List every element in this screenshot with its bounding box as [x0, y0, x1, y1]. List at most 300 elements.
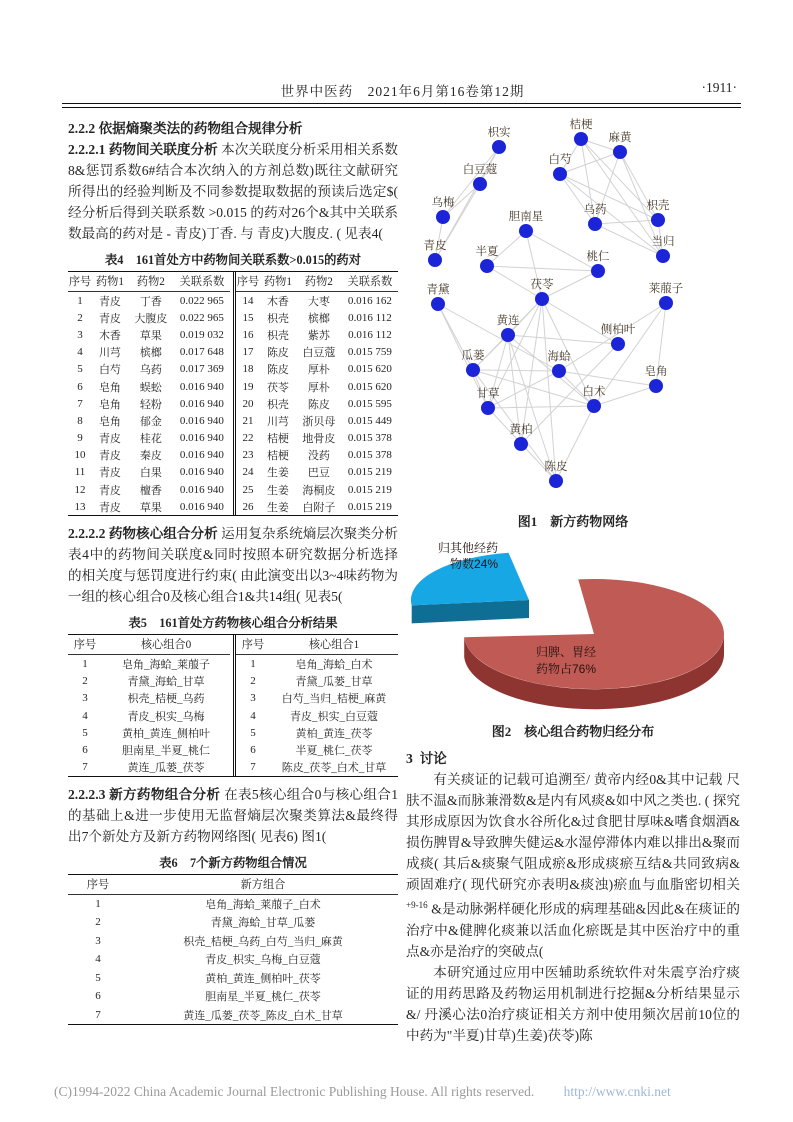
section-body: 本次关联度分析采用相关系数8&惩罚系数6#结合本次纳入的方剂总数)既往文献研究所得出的经验判断及不同参数提取数据的预读后选定$( 经分析后得到关联系数 >0.015 的药对26个&其中关联系数最高的药对是 - 青皮)丁香. 与 青皮)大腹皮. ( 见表4(	[68, 142, 399, 241]
page-footer	[54, 1084, 671, 1100]
network-node-label: 当归	[651, 236, 675, 248]
table-cell: 桔梗	[266, 450, 289, 463]
pie-slice-label: 药物占76%	[536, 662, 597, 676]
table-cell: 26	[242, 500, 254, 513]
table-row	[68, 498, 230, 515]
network-node-label: 瓜蒌	[461, 350, 485, 362]
table-cell: 黄连_瓜蒌_茯苓	[127, 762, 205, 775]
journal-title-line: 世界中医药 2021年6月第16卷第12期	[280, 84, 525, 99]
table-cell: 皂角	[98, 415, 121, 428]
table-row	[68, 309, 230, 326]
col-header: 药物1	[92, 272, 128, 292]
table-row	[68, 894, 398, 913]
col-header: 关联系数	[174, 272, 230, 292]
col-header: 序号	[236, 635, 270, 655]
left-column	[68, 118, 398, 1025]
network-node	[436, 210, 450, 224]
network-node-label: 白芍	[548, 154, 572, 166]
table-row	[236, 430, 398, 447]
table-row	[236, 378, 398, 395]
table-cell: 生姜	[266, 467, 289, 480]
table-row	[236, 724, 398, 741]
table-cell: 4	[82, 709, 88, 722]
table-cell: 川芎	[266, 415, 289, 428]
col-header: 序号	[68, 875, 128, 895]
table-row	[68, 344, 230, 361]
network-node-label: 皂角	[644, 366, 668, 378]
table5-middle-divider	[233, 635, 236, 775]
table-row	[68, 430, 230, 447]
table-cell: 青皮_枳实_乌梅_白豆蔻	[205, 954, 321, 966]
table-header-row	[236, 635, 398, 655]
table-cell: 0.015 219	[347, 466, 392, 479]
network-node	[492, 140, 506, 154]
table-cell: 枳壳	[266, 312, 289, 325]
network-node	[651, 213, 665, 227]
table-row	[68, 447, 230, 464]
network-node	[574, 132, 588, 146]
table-cell: 4	[95, 953, 101, 965]
table-cell: 15	[242, 311, 254, 324]
table-row	[236, 292, 398, 310]
table-cell: 生姜	[266, 484, 289, 497]
section-body: 运用复杂系统熵层次聚类分析表4中的药物间关联度&同时按照本研究数据分析选择的相关度与惩罚度进行约束( 由此演变出以3~4味药物为一组的核心组合0及核心组合1&共14组( 见表5(	[68, 526, 399, 605]
table-cell: 3	[95, 934, 101, 947]
table-row	[236, 361, 398, 378]
table-row	[236, 344, 398, 361]
table-cell: 郁金	[139, 415, 162, 428]
table-cell: 青黛_海蛤_甘草_瓜蒌	[210, 917, 316, 929]
table-cell: 3	[77, 328, 83, 341]
section-number: 2.2.2.1	[68, 142, 106, 157]
table-cell: 7	[82, 761, 88, 774]
table-cell: 11	[74, 466, 86, 479]
table-cell: 3	[250, 692, 256, 705]
table4	[68, 271, 398, 516]
network-node	[519, 224, 533, 238]
table-header-row	[236, 272, 398, 292]
section-number: 2.2.2.3	[68, 786, 106, 802]
table-cell: 皂角_海蛤_莱菔子_白术	[205, 898, 321, 911]
table-cell: 18	[242, 363, 254, 376]
table-row	[68, 361, 230, 378]
table-row	[68, 931, 398, 950]
table-cell: 25	[242, 483, 254, 496]
table-cell: 厚朴	[307, 364, 330, 377]
table-cell: 2	[82, 675, 88, 688]
table-cell: 0.016 940	[179, 432, 224, 445]
table4-right-half	[236, 272, 398, 515]
table-cell: 0.016 162	[347, 294, 392, 307]
table-cell: 青皮	[98, 295, 121, 308]
table5-right-half	[236, 635, 398, 775]
table-cell: 枳壳	[266, 329, 289, 342]
table-cell: 地骨皮	[302, 433, 336, 446]
network-node-label: 海蛤	[547, 351, 571, 363]
network-node-label: 侧柏叶	[600, 324, 636, 336]
network-node-label: 青皮	[423, 240, 447, 252]
network-node	[514, 437, 528, 451]
pie-slice-label: 归脾、胃经	[536, 645, 597, 659]
network-node	[481, 401, 495, 415]
table-cell: 10	[74, 449, 86, 462]
table-cell: 青皮_枳实_白豆蔻	[290, 710, 378, 723]
network-node	[480, 259, 494, 273]
network-node	[553, 167, 567, 181]
network-edge	[473, 370, 559, 371]
table-row	[68, 378, 230, 395]
table-cell: 2	[77, 311, 83, 324]
table-cell: 黄柏_黄连_侧柏叶_茯苓	[205, 972, 321, 985]
table-cell: 14	[242, 294, 254, 307]
table-cell: 皂角	[98, 381, 121, 394]
discussion-heading	[406, 748, 740, 769]
section-title: 依据熵聚类法的药物组合规律分析	[98, 121, 303, 136]
network-node	[659, 296, 673, 310]
table-cell: 胆南星_半夏_桃仁_茯苓	[205, 991, 321, 1003]
page-number: ·1911·	[701, 80, 737, 95]
table-cell: 青皮_枳实_乌梅	[127, 710, 205, 723]
table-cell: 6	[95, 990, 101, 1002]
discussion-paragraph-1	[406, 769, 740, 962]
network-node-label: 半夏	[475, 246, 499, 258]
table-cell: 乌药	[139, 364, 162, 377]
table-cell: 蜈蚣	[139, 381, 162, 394]
table-row	[236, 707, 398, 724]
table-cell: 白芍_当归_桔梗_麻黄	[281, 693, 387, 706]
table-row	[68, 326, 230, 343]
table-cell: 0.019 032	[179, 328, 224, 341]
table-cell: 5	[95, 971, 101, 984]
section-title: 新方药物组合分析	[109, 786, 221, 802]
section-title: 药物间关联度分析	[108, 142, 218, 157]
table-row	[68, 655, 230, 673]
network-node-label: 茯苓	[530, 279, 554, 291]
network-edge	[559, 371, 656, 386]
table-row	[68, 1005, 398, 1024]
table-cell: 0.016 940	[179, 483, 224, 496]
network-node-label: 白豆蔻	[462, 164, 498, 176]
table-cell: 桂花	[139, 433, 162, 446]
table-cell: 青皮	[98, 450, 121, 463]
table5-left-half	[68, 635, 230, 775]
section-2223-paragraph	[68, 784, 398, 847]
table-cell: 0.022 965	[179, 311, 224, 324]
table-row	[236, 464, 398, 481]
table-row	[236, 395, 398, 412]
network-node	[473, 177, 487, 191]
table-cell: 木香	[266, 295, 289, 308]
table4-middle-divider	[233, 272, 236, 515]
network-node	[552, 364, 566, 378]
table-cell: 桔梗	[266, 433, 289, 446]
table6-caption: 表6 7个新方药物组合情况	[159, 855, 307, 870]
table-cell: 0.015 449	[347, 414, 392, 427]
table-cell: 青皮	[98, 484, 121, 497]
table-row	[236, 309, 398, 326]
table-cell: 草果	[139, 329, 162, 342]
table-cell: 16	[242, 328, 254, 341]
network-node	[431, 297, 445, 311]
table-cell: 陈皮	[307, 398, 330, 411]
table-cell: 枳壳_桔梗_乌药_白芍_当归_麻黄	[183, 935, 343, 948]
table-header-row	[68, 635, 230, 655]
table-cell: 7	[95, 1008, 101, 1021]
network-node	[428, 253, 442, 267]
table-cell: 木香	[98, 329, 121, 342]
paragraph-text: 有关痰证的记载可追溯至/ 黄帝内经0&其中记载 尺肤不温&而脉兼滑数&是内有风痰&如中风之类也. ( 探究其形成原因为饮食水谷所化&过食肥甘厚味&嗜食烟酒&损伤脾胃&导致脾失健运&水湿停滞体内难以排出&聚而成痰( 其后&痰聚气阻成瘀&形成痰瘀互结&共同致病&顽固难疗( 现代研究亦表明&痰浊)瘀血与血脂密切相关	[406, 772, 740, 892]
section-number: 2.2.2	[68, 121, 96, 136]
table-cell: 大腹皮	[134, 312, 168, 325]
table-cell: 0.017 369	[179, 363, 224, 376]
paragraph-text: &是动脉粥样硬化形成的病理基础&因此&在痰证的治疗中&健脾化痰兼以活血化瘀既是其中医治疗中的重点&亦是治疗的突破点(	[406, 901, 740, 959]
table-cell: 白果	[139, 467, 162, 480]
table-cell: 4	[250, 709, 256, 722]
table-cell: 1	[250, 658, 256, 671]
table-cell: 7	[250, 761, 256, 774]
header-double-rule	[62, 103, 741, 108]
table-cell: 茯苓	[266, 381, 289, 394]
table-cell: 21	[242, 414, 254, 427]
section-number: 2.2.2.2	[68, 526, 106, 542]
table-cell: 0.015 219	[347, 483, 392, 496]
network-node-label: 麻黄	[608, 132, 632, 144]
table-row	[236, 741, 398, 758]
table4-left-half	[68, 272, 230, 515]
table-cell: 陈皮	[266, 347, 289, 360]
table-cell: 6	[82, 743, 88, 756]
network-node-label: 青黛	[426, 284, 450, 296]
section-number: 3	[406, 751, 413, 766]
network-node	[613, 145, 627, 159]
table-cell: 5	[82, 726, 88, 739]
table-header-row	[68, 272, 230, 292]
network-node-label: 桃仁	[586, 251, 610, 263]
table-row	[68, 707, 230, 724]
table-cell: 黄连_瓜蒌_茯苓_陈皮_白术_甘草	[183, 1009, 343, 1022]
table-cell: 没药	[307, 450, 330, 463]
table-row	[68, 968, 398, 987]
network-node	[535, 292, 549, 306]
network-node-label: 陈皮	[544, 461, 568, 473]
table-row	[68, 481, 230, 498]
table-cell: 青黛_瓜蒌_甘草	[295, 676, 373, 689]
pie-slice-label: 归其他经药	[437, 541, 499, 555]
table-cell: 3	[82, 692, 88, 705]
table-cell: 2	[95, 916, 101, 928]
table-cell: 枳壳	[266, 398, 289, 411]
table-cell: 草果	[139, 501, 162, 514]
figure2-pie-chart	[406, 538, 740, 714]
table-row	[68, 950, 398, 969]
table-row	[236, 412, 398, 429]
table-cell: 23	[242, 449, 254, 462]
col-header: 核心组合1	[270, 635, 398, 655]
network-node-label: 白术	[582, 386, 606, 398]
table-row	[68, 292, 230, 310]
col-header: 药物2	[296, 272, 342, 292]
network-node-label: 甘草	[476, 388, 500, 400]
network-node	[501, 328, 515, 342]
table-cell: 青皮	[98, 501, 121, 514]
table-cell: 0.015 378	[347, 449, 392, 462]
section-title: 药物核心组合分析	[108, 526, 218, 542]
table-row	[236, 481, 398, 498]
table-cell: 5	[250, 726, 256, 739]
table-row	[236, 655, 398, 673]
table-cell: 陈皮	[266, 364, 289, 377]
network-node	[656, 249, 670, 263]
table-row	[236, 759, 398, 776]
network-node-label: 乌药	[583, 204, 607, 216]
network-node-label: 枳实	[487, 127, 511, 139]
table-cell: 20	[242, 397, 254, 410]
network-edge	[488, 406, 594, 408]
table-cell: 浙贝母	[302, 415, 336, 428]
table-cell: 0.015 620	[347, 363, 392, 376]
network-node-label: 乌梅	[431, 197, 455, 209]
table-cell: 1	[82, 658, 88, 671]
table-cell: 0.016 940	[179, 380, 224, 393]
col-header: 新方组合	[128, 875, 398, 895]
section-2222-paragraph	[68, 523, 398, 607]
table-cell: 胆南星_半夏_桃仁	[122, 744, 210, 757]
table-cell: 秦皮	[139, 450, 162, 463]
table-cell: 0.016 112	[348, 328, 392, 341]
table-row	[68, 673, 230, 690]
section-2221-paragraph	[68, 139, 398, 244]
table-row	[68, 412, 230, 429]
col-header: 序号	[236, 272, 260, 292]
table-row	[236, 447, 398, 464]
col-header: 序号	[68, 272, 92, 292]
network-node-label: 枳壳	[646, 200, 670, 212]
table-row	[68, 987, 398, 1006]
table-cell: 青皮	[98, 312, 121, 325]
table-cell: 海桐皮	[302, 484, 336, 497]
col-header: 关联系数	[342, 272, 398, 292]
table-cell: 2	[250, 675, 256, 688]
cnki-link[interactable]: http://www.cnki.net	[563, 1084, 671, 1099]
network-node	[649, 379, 663, 393]
table-row	[236, 498, 398, 515]
table-cell: 0.015 595	[347, 397, 392, 410]
section-title: 讨论	[419, 751, 447, 766]
table-cell: 大枣	[307, 295, 330, 308]
table-cell: 12	[74, 483, 86, 496]
table-cell: 0.015 759	[347, 346, 392, 359]
network-node-label: 胆南星	[508, 211, 544, 223]
network-node	[587, 399, 601, 413]
network-node	[611, 337, 625, 351]
network-edge	[487, 266, 598, 271]
table-cell: 皂角_海蛤_莱菔子	[122, 659, 210, 672]
table-cell: 厚朴	[307, 381, 330, 394]
table-cell: 8	[77, 414, 83, 427]
table-row	[236, 326, 398, 343]
citation-superscript: +9-16	[406, 900, 428, 910]
table5-caption: 表5 161首处方药物核心组合分析结果	[128, 616, 338, 631]
col-header: 药物1	[260, 272, 296, 292]
table-cell: 4	[77, 346, 83, 359]
network-edge	[560, 174, 595, 224]
table5	[68, 634, 398, 776]
table-cell: 枳壳_桔梗_乌药	[127, 693, 205, 706]
table-cell: 0.016 940	[179, 466, 224, 479]
paragraph-text: 本研究通过应用中医辅助系统软件对朱震亨治疗痰证的用药思路及药物运用机制进行挖掘&分析结果显示&/ 丹溪心法0治疗痰证相关方剂中使用频次居前10位的中药为"半夏)甘草)生姜)茯苓)陈	[406, 964, 740, 1043]
discussion-paragraph-2	[406, 962, 740, 1046]
table-cell: 1	[77, 294, 83, 307]
table-cell: 5	[77, 363, 83, 376]
network-edge	[542, 299, 556, 481]
table-row	[236, 673, 398, 690]
table-cell: 13	[74, 500, 86, 513]
network-node	[549, 474, 563, 488]
table-cell: 川芎	[98, 347, 121, 360]
table-cell: 0.015 620	[347, 380, 392, 393]
table-cell: 青皮	[98, 433, 121, 446]
table-cell: 0.016 940	[179, 414, 224, 427]
table-row	[68, 724, 230, 741]
network-node-label: 黄柏	[509, 424, 533, 436]
table-cell: 丁香	[139, 295, 162, 308]
table-cell: 巴豆	[307, 467, 330, 480]
table-cell: 0.016 940	[179, 397, 224, 410]
network-node	[591, 264, 605, 278]
table-cell: 皂角_海蛤_白术	[295, 659, 373, 672]
table-cell: 白附子	[302, 501, 336, 514]
table-cell: 0.022 965	[179, 294, 224, 307]
network-node-label: 莱菔子	[648, 283, 684, 295]
table4-caption: 表4 161首处方中药物间关联系数>0.015的药对	[104, 253, 362, 267]
table-row	[236, 690, 398, 707]
col-header: 核心组合0	[102, 635, 230, 655]
table-cell: 白豆蔻	[302, 347, 336, 360]
table-cell: 7	[77, 397, 83, 410]
table-header-row	[68, 875, 398, 895]
table-cell: 24	[242, 466, 254, 479]
table-cell: 黄柏_黄连_茯苓	[295, 727, 373, 740]
table-cell: 22	[242, 432, 254, 445]
table-cell: 0.016 940	[179, 449, 224, 462]
table-cell: 槟榔	[139, 347, 162, 360]
table-row	[68, 395, 230, 412]
table-cell: 皂角	[98, 398, 121, 411]
table-cell: 1	[95, 897, 101, 910]
network-node-label: 桔梗	[569, 119, 593, 131]
table-cell: 半夏_桃仁_茯苓	[295, 744, 373, 757]
figure1-caption: 图1 新方药物网络	[517, 514, 629, 529]
table-cell: 9	[77, 432, 83, 445]
table-row	[68, 741, 230, 758]
pie-slice-label: 物数24%	[449, 557, 499, 571]
section-222-heading	[68, 118, 398, 139]
table-cell: 青皮	[98, 467, 121, 480]
table-cell: 0.015 378	[347, 432, 392, 445]
table-cell: 6	[77, 380, 83, 393]
figure1-network-chart	[406, 112, 740, 504]
table-cell: 轻粉	[139, 398, 162, 411]
network-node-label: 黄连	[496, 315, 520, 327]
table6	[68, 874, 398, 1025]
network-node	[588, 217, 602, 231]
copyright-text: (C)1994-2022 China Academic Journal Electronic Publishing House. All rights reserved.	[54, 1084, 535, 1099]
col-header: 序号	[68, 635, 102, 655]
table-cell: 19	[242, 380, 254, 393]
table-cell: 白芍	[98, 364, 121, 377]
table-cell: 紫苏	[307, 329, 330, 342]
figure2-caption: 图2 核心组合药物归经分布	[491, 724, 655, 739]
